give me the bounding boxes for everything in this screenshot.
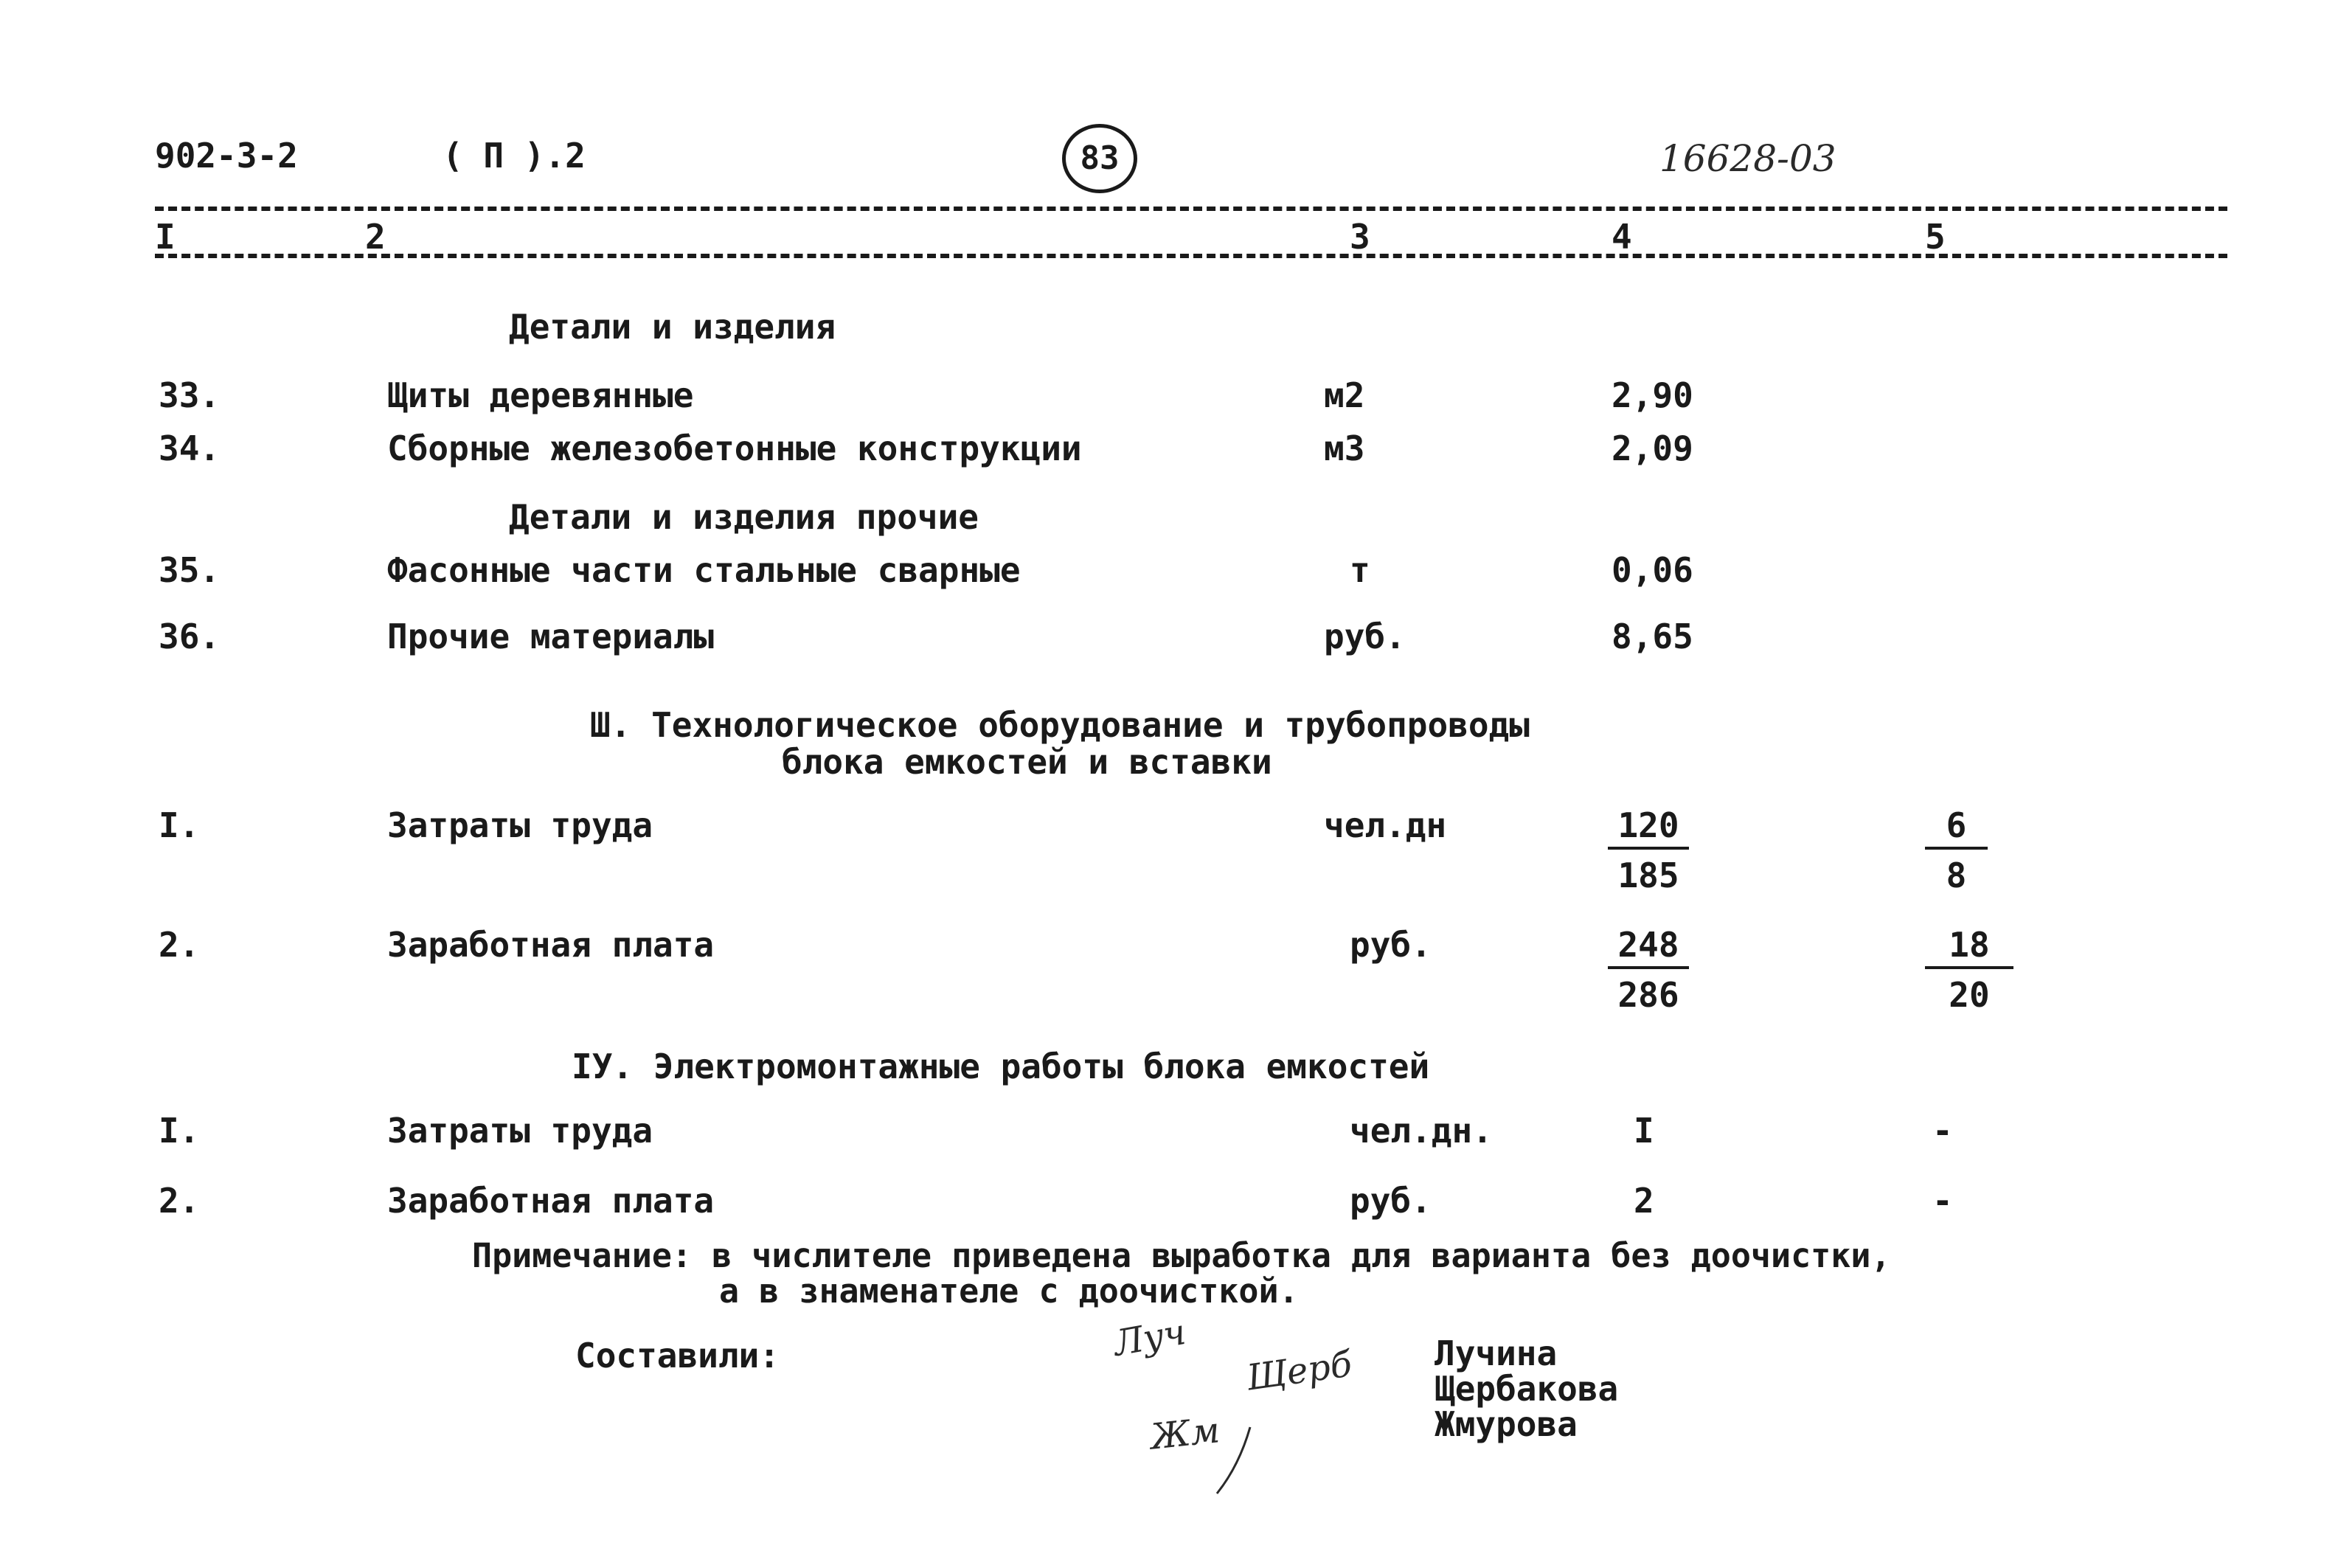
row-number: 2. [159, 925, 200, 965]
column-header-1: I [155, 217, 176, 257]
section-title-equipment: Ш. Технологическое оборудование и трубопроводы [590, 705, 1530, 745]
reference-number: 16628-03 [1659, 137, 1836, 180]
row-name: Щиты деревянные [387, 375, 694, 415]
section-title-details: Детали и изделия [509, 307, 836, 347]
row-name: Заработная плата [387, 1181, 715, 1221]
row-unit: руб. [1350, 1181, 1432, 1221]
fraction-numerator: 18 [1925, 928, 2013, 969]
column-header-5: 5 [1925, 217, 1946, 257]
fraction-denominator: 8 [1946, 856, 1967, 895]
fraction-numerator: 6 [1925, 808, 1988, 850]
fraction-col5 [1925, 925, 2013, 1015]
column-header-4: 4 [1612, 217, 1632, 257]
signature-stroke [1210, 1423, 1261, 1497]
fraction-denominator: 20 [1949, 975, 1990, 1015]
row-name: Затраты труда [387, 1111, 653, 1151]
handwritten-signature: Жм [1148, 1409, 1222, 1458]
row-number: I. [159, 805, 200, 845]
row-number: 33. [159, 375, 221, 415]
header-divider-top [155, 207, 2227, 211]
row-unit: м2 [1324, 375, 1365, 415]
row-value: 2,90 [1612, 375, 1693, 415]
section-title-other-details: Детали и изделия прочие [509, 497, 979, 537]
row-unit: т [1350, 550, 1370, 590]
row-col5: - [1932, 1111, 1953, 1151]
handwritten-signature: Луч [1110, 1311, 1189, 1365]
signatures-label: Составили: [575, 1336, 780, 1376]
fraction-col4 [1608, 805, 1689, 895]
note-line-1: Примечание: в числителе приведена выработка для варианта без доочистки, [472, 1236, 1891, 1275]
document-part: ( П ).2 [443, 136, 586, 176]
signatory-name: Щербакова [1435, 1369, 1619, 1409]
signatory-name: Жмурова [1435, 1404, 1578, 1444]
row-value: I [1634, 1111, 1654, 1151]
column-header-2: 2 [365, 217, 386, 257]
document-code: 902-3-2 [155, 136, 298, 176]
row-number: 35. [159, 550, 221, 590]
row-number: 36. [159, 617, 221, 656]
row-number: I. [159, 1111, 200, 1151]
row-name: Сборные железобетонные конструкции [387, 429, 1082, 468]
row-unit: руб. [1324, 617, 1406, 656]
row-unit: чел.дн [1324, 805, 1447, 845]
section-title-equipment-line2: блока емкостей и вставки [782, 742, 1272, 782]
row-number: 34. [159, 429, 221, 468]
row-name: Заработная плата [387, 925, 715, 965]
row-col5: - [1932, 1181, 1953, 1221]
row-unit: руб. [1350, 925, 1432, 965]
row-name: Фасонные части стальные сварные [387, 550, 1021, 590]
fraction-col5 [1925, 805, 1988, 895]
fraction-col4 [1608, 925, 1689, 1015]
page-number: 83 [1062, 124, 1137, 193]
signatory-name: Лучина [1435, 1333, 1558, 1373]
row-unit: м3 [1324, 429, 1365, 468]
row-number: 2. [159, 1181, 200, 1221]
row-name: Затраты труда [387, 805, 653, 845]
section-title-electrical: IУ. Электромонтажные работы блока емкостей [572, 1047, 1430, 1086]
row-value: 2 [1634, 1181, 1654, 1221]
row-name: Прочие материалы [387, 617, 715, 656]
fraction-denominator: 185 [1617, 856, 1679, 895]
fraction-denominator: 286 [1617, 975, 1679, 1015]
row-value: 0,06 [1612, 550, 1693, 590]
row-value: 2,09 [1612, 429, 1693, 468]
column-header-3: 3 [1350, 217, 1370, 257]
row-value: 8,65 [1612, 617, 1693, 656]
handwritten-signature: Щерб [1243, 1343, 1355, 1399]
fraction-numerator: 120 [1608, 808, 1689, 850]
row-unit: чел.дн. [1350, 1111, 1493, 1151]
note-line-2: а в знаменателе с доочисткой. [719, 1272, 1299, 1311]
fraction-numerator: 248 [1608, 928, 1689, 969]
header-divider-bottom [155, 254, 2227, 258]
